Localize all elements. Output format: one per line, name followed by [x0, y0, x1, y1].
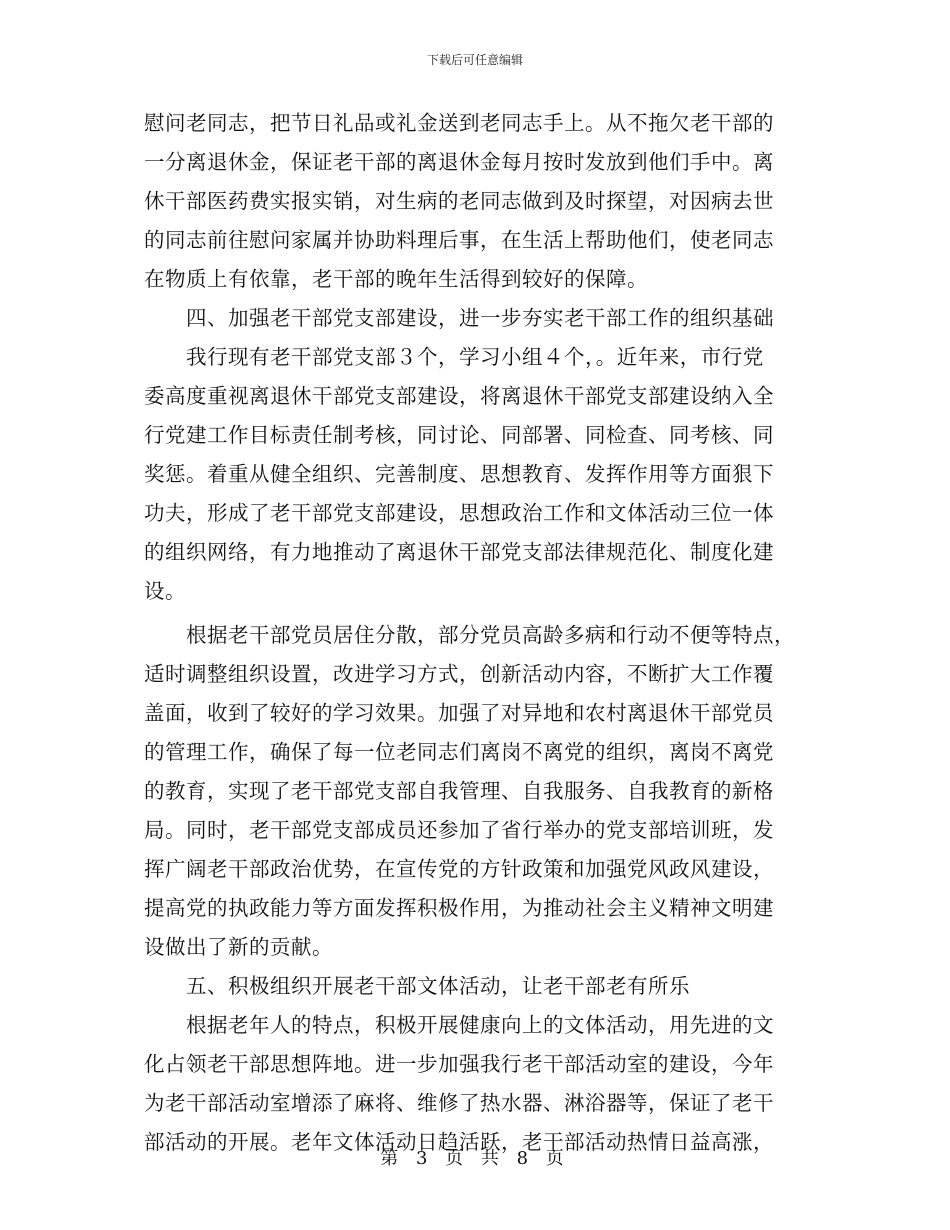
- text-line: 根据老年人的特点，积极开展健康向上的文体活动，用先进的文: [186, 1013, 774, 1037]
- text-line: 委高度重视离退休干部党支部建设，将离退休干部党支部建设纳入全: [144, 384, 774, 408]
- page-number: 第 3 页 共 8 页: [380, 1148, 570, 1169]
- text-line: 的管理工作，确保了每一位老同志们离岗不离党的组织，离岗不离党: [144, 740, 774, 764]
- text-line: 为老干部活动室增添了麻将、维修了热水器、淋浴器等，保证了老干: [144, 1091, 774, 1115]
- text-line: 局。同时，老干部党支部成员还参加了省行举办的党支部培训班，发: [144, 818, 774, 842]
- section-heading-5: 五、积极组织开展老干部文体活动，让老干部老有所乐: [186, 974, 690, 998]
- text-line: 休干部医药费实报实销，对生病的老同志做到及时探望，对因病去世: [144, 189, 774, 213]
- text-line: 根据老干部党员居住分散，部分党员高龄多病和行动不便等特点，: [186, 623, 795, 647]
- text-line: 功夫，形成了老干部党支部建设，思想政治工作和文体活动三位一体: [144, 501, 774, 525]
- text-line: 行党建工作目标责任制考核，同讨论、同部署、同检查、同考核、同: [144, 423, 774, 447]
- text-line: 我行现有老干部党支部３个，学习小组４个，。近年来，市行党: [186, 345, 764, 369]
- document-body: [144, 104, 812, 1162]
- text-line: 的教育，实现了老干部党支部自我管理、自我服务、自我教育的新格: [144, 779, 774, 803]
- text-line: 部活动的开展。老年文体活动日趋活跃，老干部活动热情日益高涨，: [144, 1130, 774, 1154]
- text-line: 慰问老同志，把节日礼品或礼金送到老同志手上。从不拖欠老干部的: [144, 111, 774, 135]
- text-line: 适时调整组织设置，改进学习方式，创新活动内容，不断扩大工作覆: [144, 662, 774, 686]
- section-heading-4: 四、加强老干部党支部建设，进一步夯实老干部工作的组织基础: [186, 306, 774, 330]
- text-line: 设做出了新的贡献。: [144, 935, 333, 959]
- text-line: 挥广阔老干部政治优势，在宣传党的方针政策和加强党风政风建设，: [144, 857, 774, 881]
- text-line: 奖惩。着重从健全组织、完善制度、思想教育、发挥作用等方面狠下: [144, 462, 774, 486]
- text-line: 在物质上有依靠，老干部的晚年生活得到较好的保障。: [144, 267, 648, 291]
- text-line: 提高党的执政能力等方面发挥积极作用，为推动社会主义精神文明建: [144, 896, 774, 920]
- text-line: 的组织网络，有力地推动了离退休干部党支部法律规范化、制度化建: [144, 540, 774, 564]
- text-line: 化占领老干部思想阵地。进一步加强我行老干部活动室的建设，今年: [144, 1052, 774, 1076]
- text-line: 设。: [144, 579, 186, 603]
- text-line: 盖面，收到了较好的学习效果。加强了对异地和农村离退休干部党员: [144, 701, 774, 725]
- text-line: 一分离退休金，保证老干部的离退休金每月按时发放到他们手中。离: [144, 150, 774, 174]
- page-header: 下载后可任意编辑: [426, 53, 523, 67]
- text-line: 的同志前往慰问家属并协助料理后事，在生活上帮助他们，使老同志: [144, 228, 774, 252]
